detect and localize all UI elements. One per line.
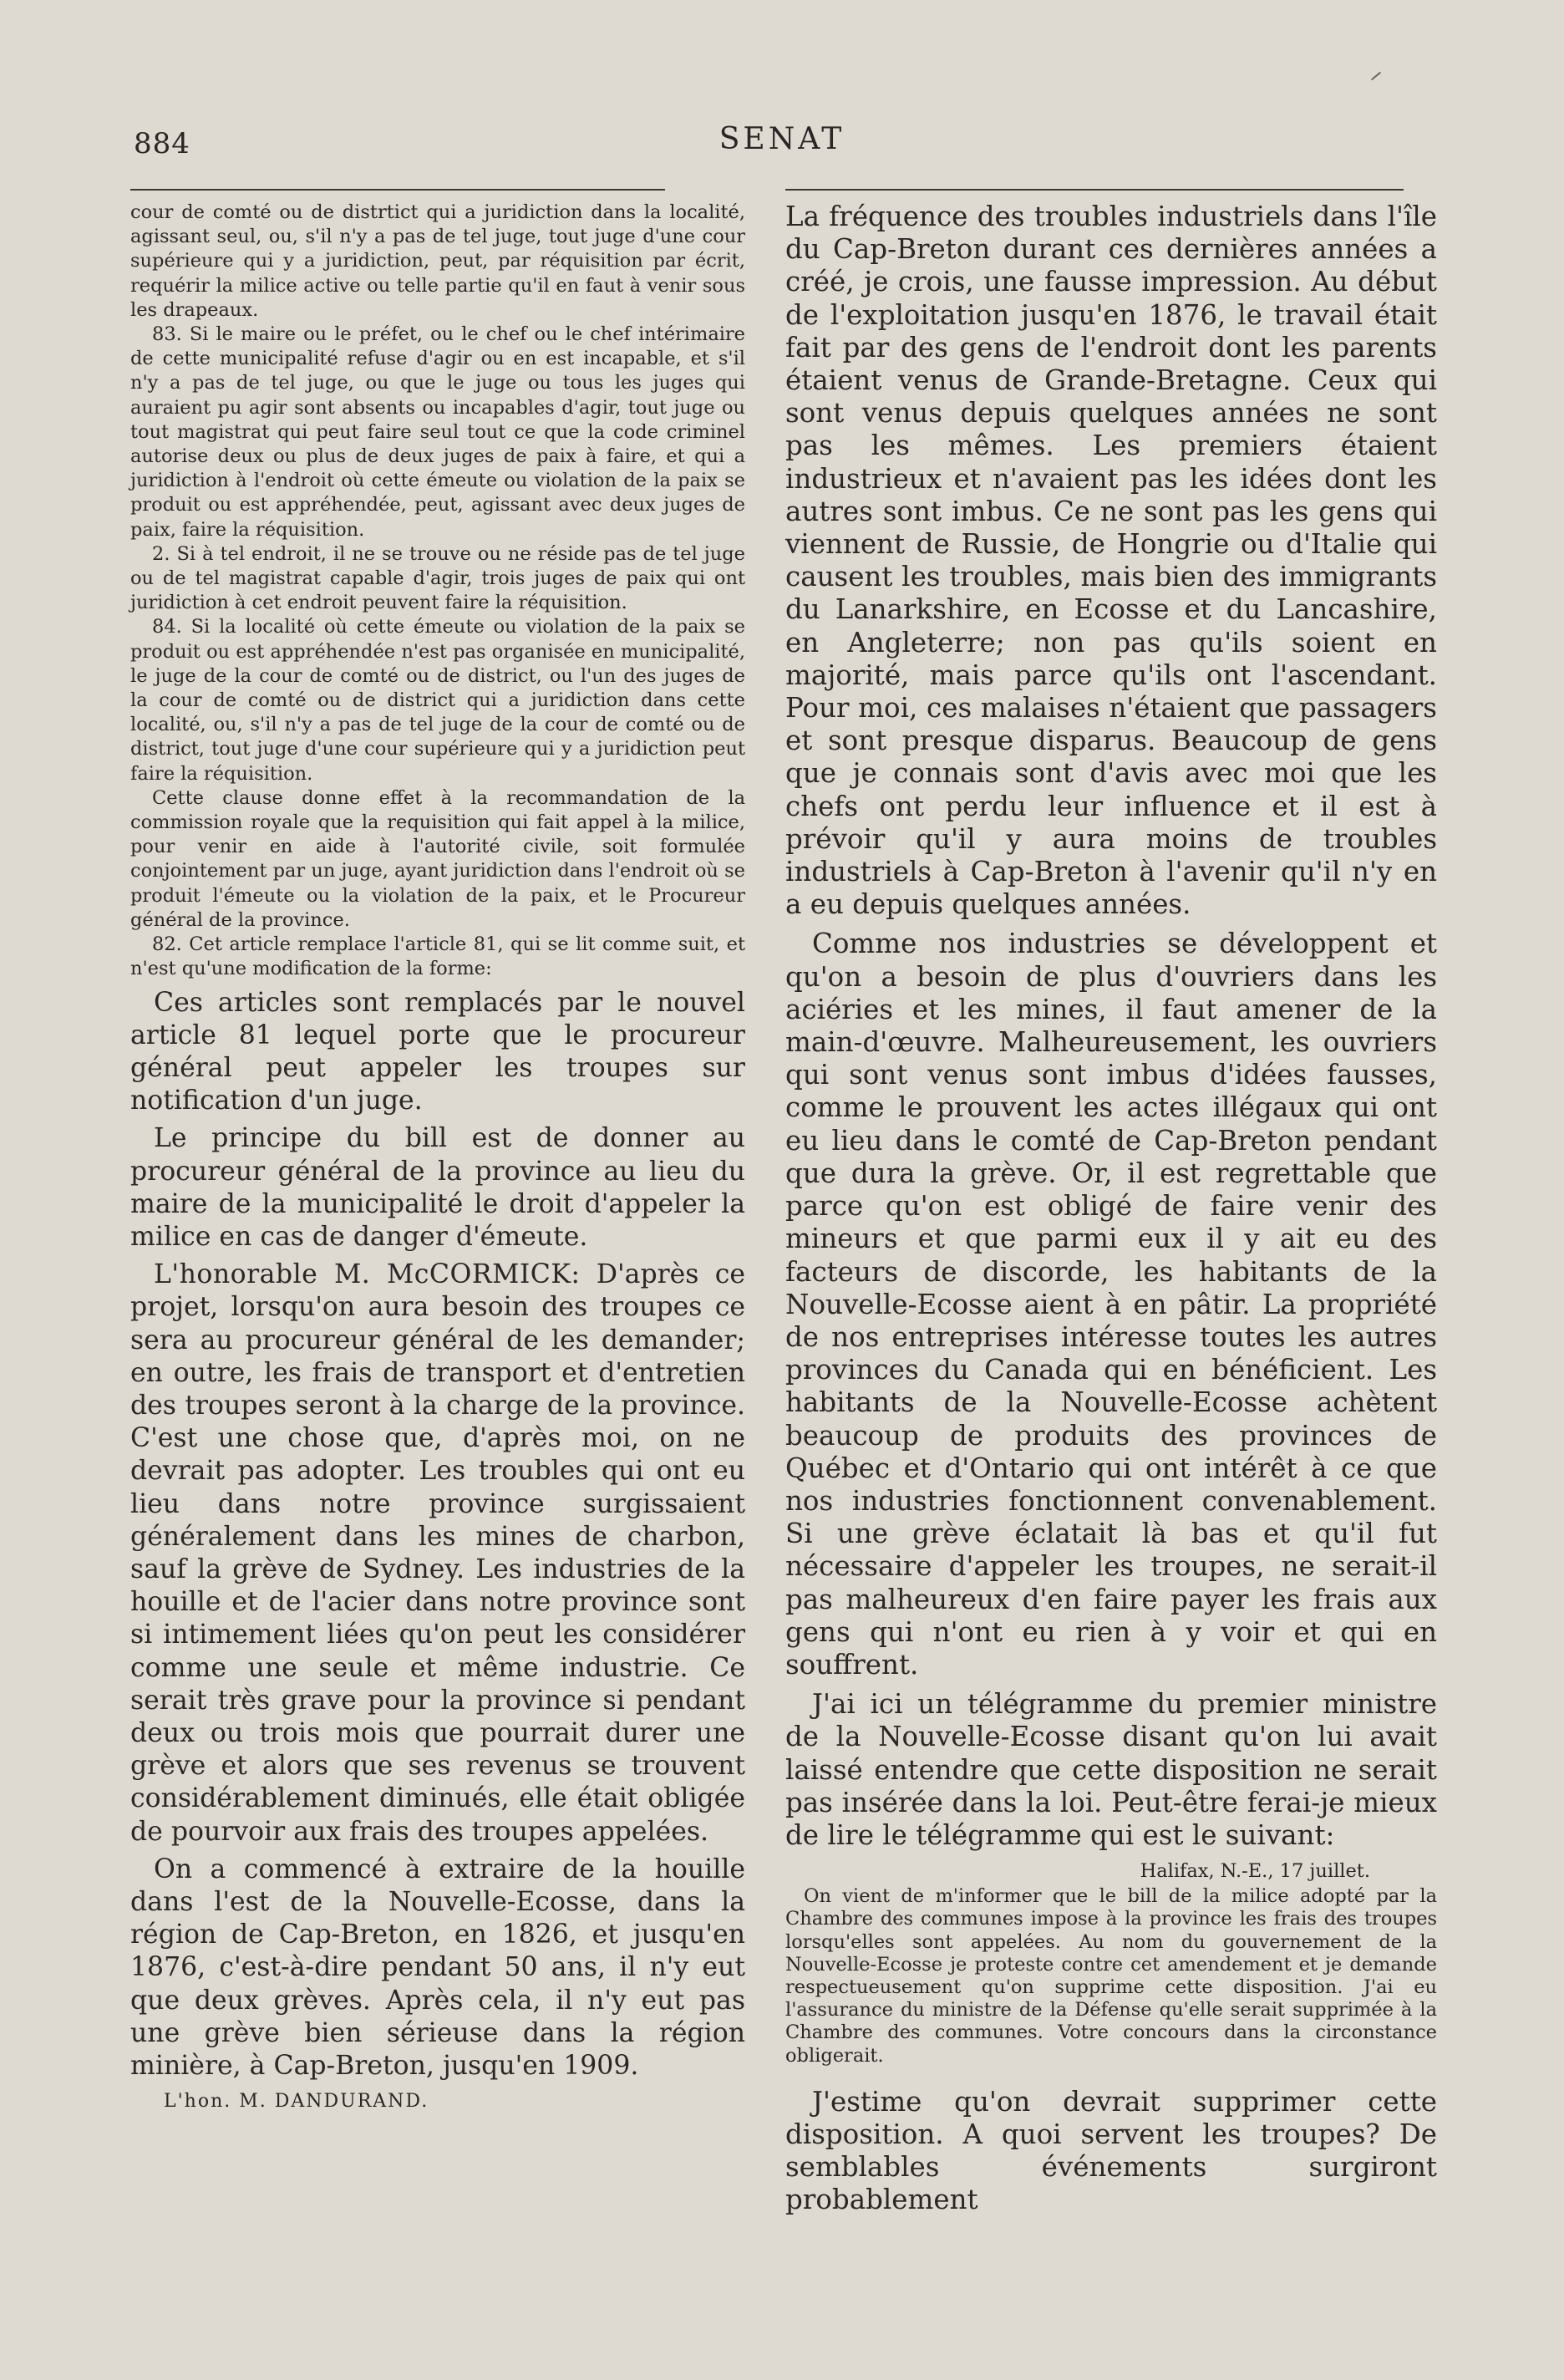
body-paragraph: Le principe du bill est de donner au procureur général de la province au lieu du maire de la municipalité le droit d'appeler la milice en cas de danger d'émeute. <box>130 1123 745 1252</box>
page-signature: L'hon. M. DANDURAND. <box>164 2091 429 2113</box>
quoted-clause: cour de comté ou de distrtict qui a juridiction dans la localité, agissant seul, ou, s'il n'y a pas de tel juge, tout juge d'une cour supérieure qui y a juridiction, peut, par réquisition par écrit, requérir la milice active ou telle partie qu'il en faut à venir sous les drapeaux. <box>130 201 745 321</box>
body-paragraph: J'ai ici un télégramme du premier ministre de la Nouvelle-Ecosse disant qu'on lui avait laissé entendre que cette disposition ne serait pas insérée dans la loi. Peut-être ferai-je mieux de lire le télégramme qui est le suivant: <box>785 1688 1437 1851</box>
quoted-clause: 2. Si à tel endroit, il ne se trouve ou ne réside pas de tel juge ou de tel magistrat capable d'agir, trois juges de paix qui ont juridiction à cet endroit peuvent faire la réquisition. <box>130 542 745 614</box>
left-column <box>130 201 745 2112</box>
body-paragraph: La fréquence des troubles industriels dans l'île du Cap-Breton durant ces dernières années a créé, je crois, une fausse impression. Au début de l'exploitation jusqu'en 1876, le travail était fait par des gens de l'endroit dont les parents étaient venus de Grande-Bretagne. Ceux qui sont venus depuis quelques années ne sont pas les mêmes. Les premiers étaient industrieux et n'avaient pas les idées dont les autres sont imbus. Ce ne sont pas les gens qui viennent de Russie, de Hongrie ou d'Italie qui causent les troubles, mais bien des immigrants du Lanarkshire, en Ecosse et du Lancashire, en Angleterre; non pas qu'ils soient en majorité, mais parce qu'ils ont l'ascendant. Pour moi, ces malaises n'étaient que passagers et sont presque disparus. Beaucoup de gens que je connais sont d'avis avec moi que les chefs ont perdu leur influence et il est à prévoir qu'il y aura moins de troubles industriels à Cap-Breton à l'avenir qu'il n'y en a eu depuis quelques années. <box>785 201 1437 921</box>
body-paragraph: Comme nos industries se développent et qu'on a besoin de plus d'ouvriers dans les aciéries et les mines, il faut amener de la main-d'œuvre. Malheureusement, les ouvriers qui sont venus sont imbus d'idées fausses, comme le prouvent les actes illégaux qui ont eu lieu dans le comté de Cap-Breton pendant que dura la grève. Or, il est regrettable que parce qu'on est obligé de faire venir des mineurs et que parmi eux il y ait eu des facteurs de discorde, les habitants de la Nouvelle-Ecosse aient à en pâtir. La propriété de nos entreprises intéresse toutes les autres provinces du Canada qui en bénéficient. Les habitants de la Nouvelle-Ecosse achètent beaucoup de produits des provinces de Québec et d'Ontario qui ont intérêt à ce que nos industries fonctionnent convenablement. Si une grève éclatait là bas et qu'il fut nécessaire d'appeler les troupes, ne serait-il pas malheureux d'en faire payer les frais aux gens qui n'ont eu rien à y voir et qui en souffrent. <box>785 928 1437 1681</box>
explanatory-note: Cette clause donne effet à la recommandation de la commission royale que la requisition qui fait appel à la milice, pour venir en aide à l'autorité civile, soit formulée conjointement par un juge, ayant juridiction dans l'endroit où se produit l'émeute ou la violation de la paix, et le Procureur général de la province. <box>130 786 745 931</box>
telegram-header: Halifax, N.-E., 17 juillet. <box>1140 1860 1370 1883</box>
body-paragraph: On a commencé à extraire de la houille dans l'est de la Nouvelle-Ecosse, dans la région de Cap-Breton, en 1826, et jusqu'en 1876, c'est-à-dire pendant 50 ans, il n'y eut que deux grèves. Après cela, il n'y eut pas une grève bien sérieuse dans la région minière, à Cap-Breton, jusqu'en 1909. <box>130 1854 745 2081</box>
quoted-clause: 84. Si la localité où cette émeute ou violation de la paix se produit ou est appréhendée n'est pas organisée en municipalité, le juge de la cour de comté ou de district, ou l'un des juges de la cour de comté ou de district qui a juridiction dans cette localité, ou, s'il n'y a pas de tel juge de la cour de comté ou de district, tout juge d'une cour supérieure qui y a juridiction peut faire la réquisition. <box>130 616 745 785</box>
header-rule-right <box>785 189 1404 191</box>
speech-paragraph <box>130 1259 745 1849</box>
speaker-name: L'honorable M. McCORMICK: <box>154 1259 581 1290</box>
page-number: 884 <box>134 127 190 160</box>
quoted-clause: 83. Si le maire ou le préfet, ou le chef ou le chef intérimaire de cette municipalité refuse d'agir ou en est incapable, et s'il n'y a pas de tel juge, ou que le juge ou tous les juges qui auraient pu agir sont absents ou incapables d'agir, tout juge ou tout magistrat qui peut faire seul tout ce que la code criminel autorise deux ou plus de deux juges de paix à faire, et qui a juridiction à l'endroit où cette émeute ou violation de la paix se produit ou est appréhendée, peut, agissant avec deux juges de paix, faire la réquisition. <box>130 323 745 541</box>
header-rule-left <box>130 189 665 191</box>
page-title: SENAT <box>719 122 845 156</box>
pencil-mark <box>1371 72 1381 81</box>
telegram-text: On vient de m'informer que le bill de la milice adopté par la Chambre des communes impose à la province les frais des troupes lorsqu'elles sont appelées. Au nom du gouvernement de la Nouvelle-Ecosse je proteste contre cet amendement et je demande respectueusement qu'on supprime cette disposition. J'ai eu l'assurance du ministre de la Défense qu'elle serait supprimée à la Chambre des communes. Votre concours dans la circonstance obligerait. <box>785 1885 1437 2067</box>
speech-text: D'après ce projet, lorsqu'on aura besoin des troupes ce sera au procureur général de les demander; en outre, les frais de transport et d'entretien des troupes seront à la charge de la province. C'est une chose que, d'après moi, on ne devrait pas adopter. Les troubles qui ont eu lieu dans notre province surgissaient généralement dans les mines de charbon, sauf la grève de Sydney. Les industries de la houille et de l'acier dans notre province sont si intimement liées qu'on peut les considérer comme une seule et même industrie. Ce serait très grave pour la province si pendant deux ou trois mois que pourrait durer une grève et alors que ses revenus se trouvent considérablement diminués, elle était obligée de pourvoir aux frais des troupes appelées. <box>130 1259 745 1847</box>
body-paragraph: J'estime qu'on devrait supprimer cette disposition. A quoi servent les troupes? De semblables événements surgiront probablement <box>785 2085 1437 2216</box>
explanatory-note: 82. Cet article remplace l'article 81, qui se lit comme suit, et n'est qu'une modification de la forme: <box>130 933 745 980</box>
body-paragraph: Ces articles sont remplacés par le nouvel article 81 lequel porte que le procureur général peut appeler les troupes sur notification d'un juge. <box>130 987 745 1116</box>
right-column <box>785 201 1437 2217</box>
